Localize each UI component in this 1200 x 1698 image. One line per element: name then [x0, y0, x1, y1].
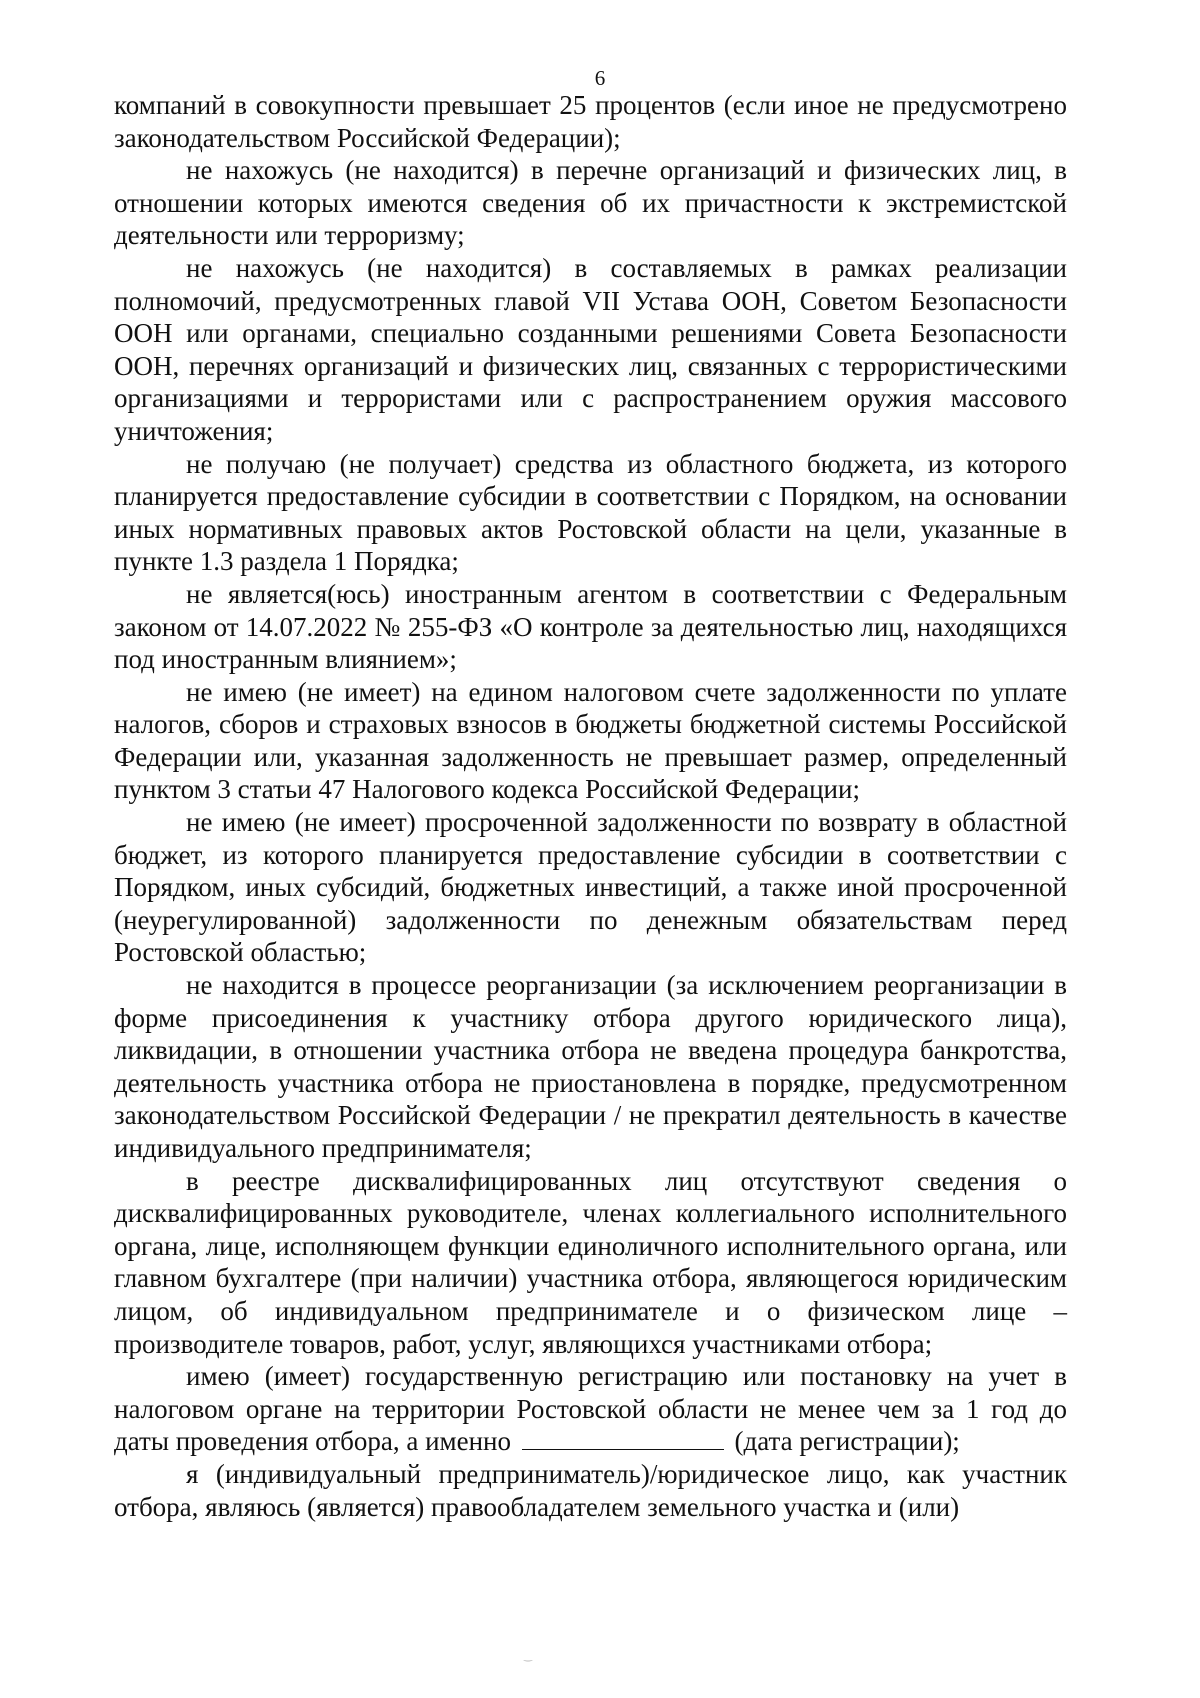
paragraph: не имею (не имеет) просроченной задолженности по возврату в областной бюджет, из которого планируется предоставление субсидии в соответствии с Порядком, иных субсидий, бюджетных инвестиций, а также иной просроченной (неурегулированной) задолженности по денежным обязательствам перед Ростовской областью;: [114, 807, 1067, 968]
paragraph: компаний в совокупности превышает 25 процентов (если иное не предусмотрено законодательством Российской Федерации);: [114, 90, 1067, 153]
registration-paragraph: [114, 1360, 1067, 1458]
paragraph: не является(юсь) иностранным агентом в соответствии с Федеральным законом от 14.07.2022 № 255-ФЗ «О контроле за деятельностью лиц, находящихся под иностранным влиянием»;: [114, 578, 1067, 675]
paragraph: не нахожусь (не находится) в составляемых в рамках реализации полномочий, предусмотренных главой VII Устава ООН, Советом Безопасности ООН или органами, специально созданными решениями Совета Безопасности ООН, перечнях организаций и физических лиц, связанных с террористическими организациями и террористами или с распространением оружия массового уничтожения;: [114, 252, 1067, 446]
paragraph: не имею (не имеет) на едином налоговом счете задолженности по уплате налогов, сборов и страховых взносов в бюджеты бюджетной системы Российской Федерации или, указанная задолженность не превышает размер, определенный пунктом 3 статьи 47 Налогового кодекса Российской Федерации;: [114, 676, 1067, 805]
paragraph: я (индивидуальный предприниматель)/юридическое лицо, как участник отбора, являюсь (является) правообладателем земельного участка и (или): [114, 1458, 1067, 1522]
paragraph: не находится в процессе реорганизации (за исключением реорганизации в форме присоединения к участнику отбора другого юридического лица), ликвидации, в отношении участника отбора не введена процедура банкротства, деятельность участника отбора не приостановлена в порядке, предусмотренном законодательством Российской Федерации / не прекратил деятельность в качестве индивидуального предпринимателя;: [114, 970, 1067, 1163]
paragraph: не нахожусь (не находится) в перечне организаций и физических лиц, в отношении которых имеются сведения об их причастности к экстремистской деятельности или терроризму;: [114, 155, 1067, 251]
paragraph: в реестре дисквалифицированных лиц отсутствуют сведения о дисквалифицированных руководителе, членах коллегиального исполнительного органа, лице, исполняющем функции единоличного исполнительного органа, или главном бухгалтере (при наличии) участника отбора, являющегося юридическим лицом, об индивидуальном предпринимателе и о физическом лице – производителе товаров, работ, услуг, являющихся участниками отбора;: [114, 1165, 1067, 1359]
document-body: [114, 89, 1067, 1523]
registration-date-caption: (дата регистрации);: [734, 1426, 960, 1457]
registration-date-blank: [522, 1427, 724, 1450]
registration-text: имею (имеет) государственную регистрацию или постановку на учет в налоговом органе на территории Ростовской области не менее чем за 1 год до даты проведения отбора, а именно: [114, 1361, 1067, 1457]
page-number: 6: [594, 66, 606, 90]
paragraph: не получаю (не получает) средства из областного бюджета, из которого планируется предоставление субсидии в соответствии с Порядком, на основании иных нормативных правовых актов Ростовской области на цели, указанные в пункте 1.3 раздела 1 Порядка;: [114, 448, 1067, 577]
scan-artifact: ‿: [524, 1651, 533, 1662]
